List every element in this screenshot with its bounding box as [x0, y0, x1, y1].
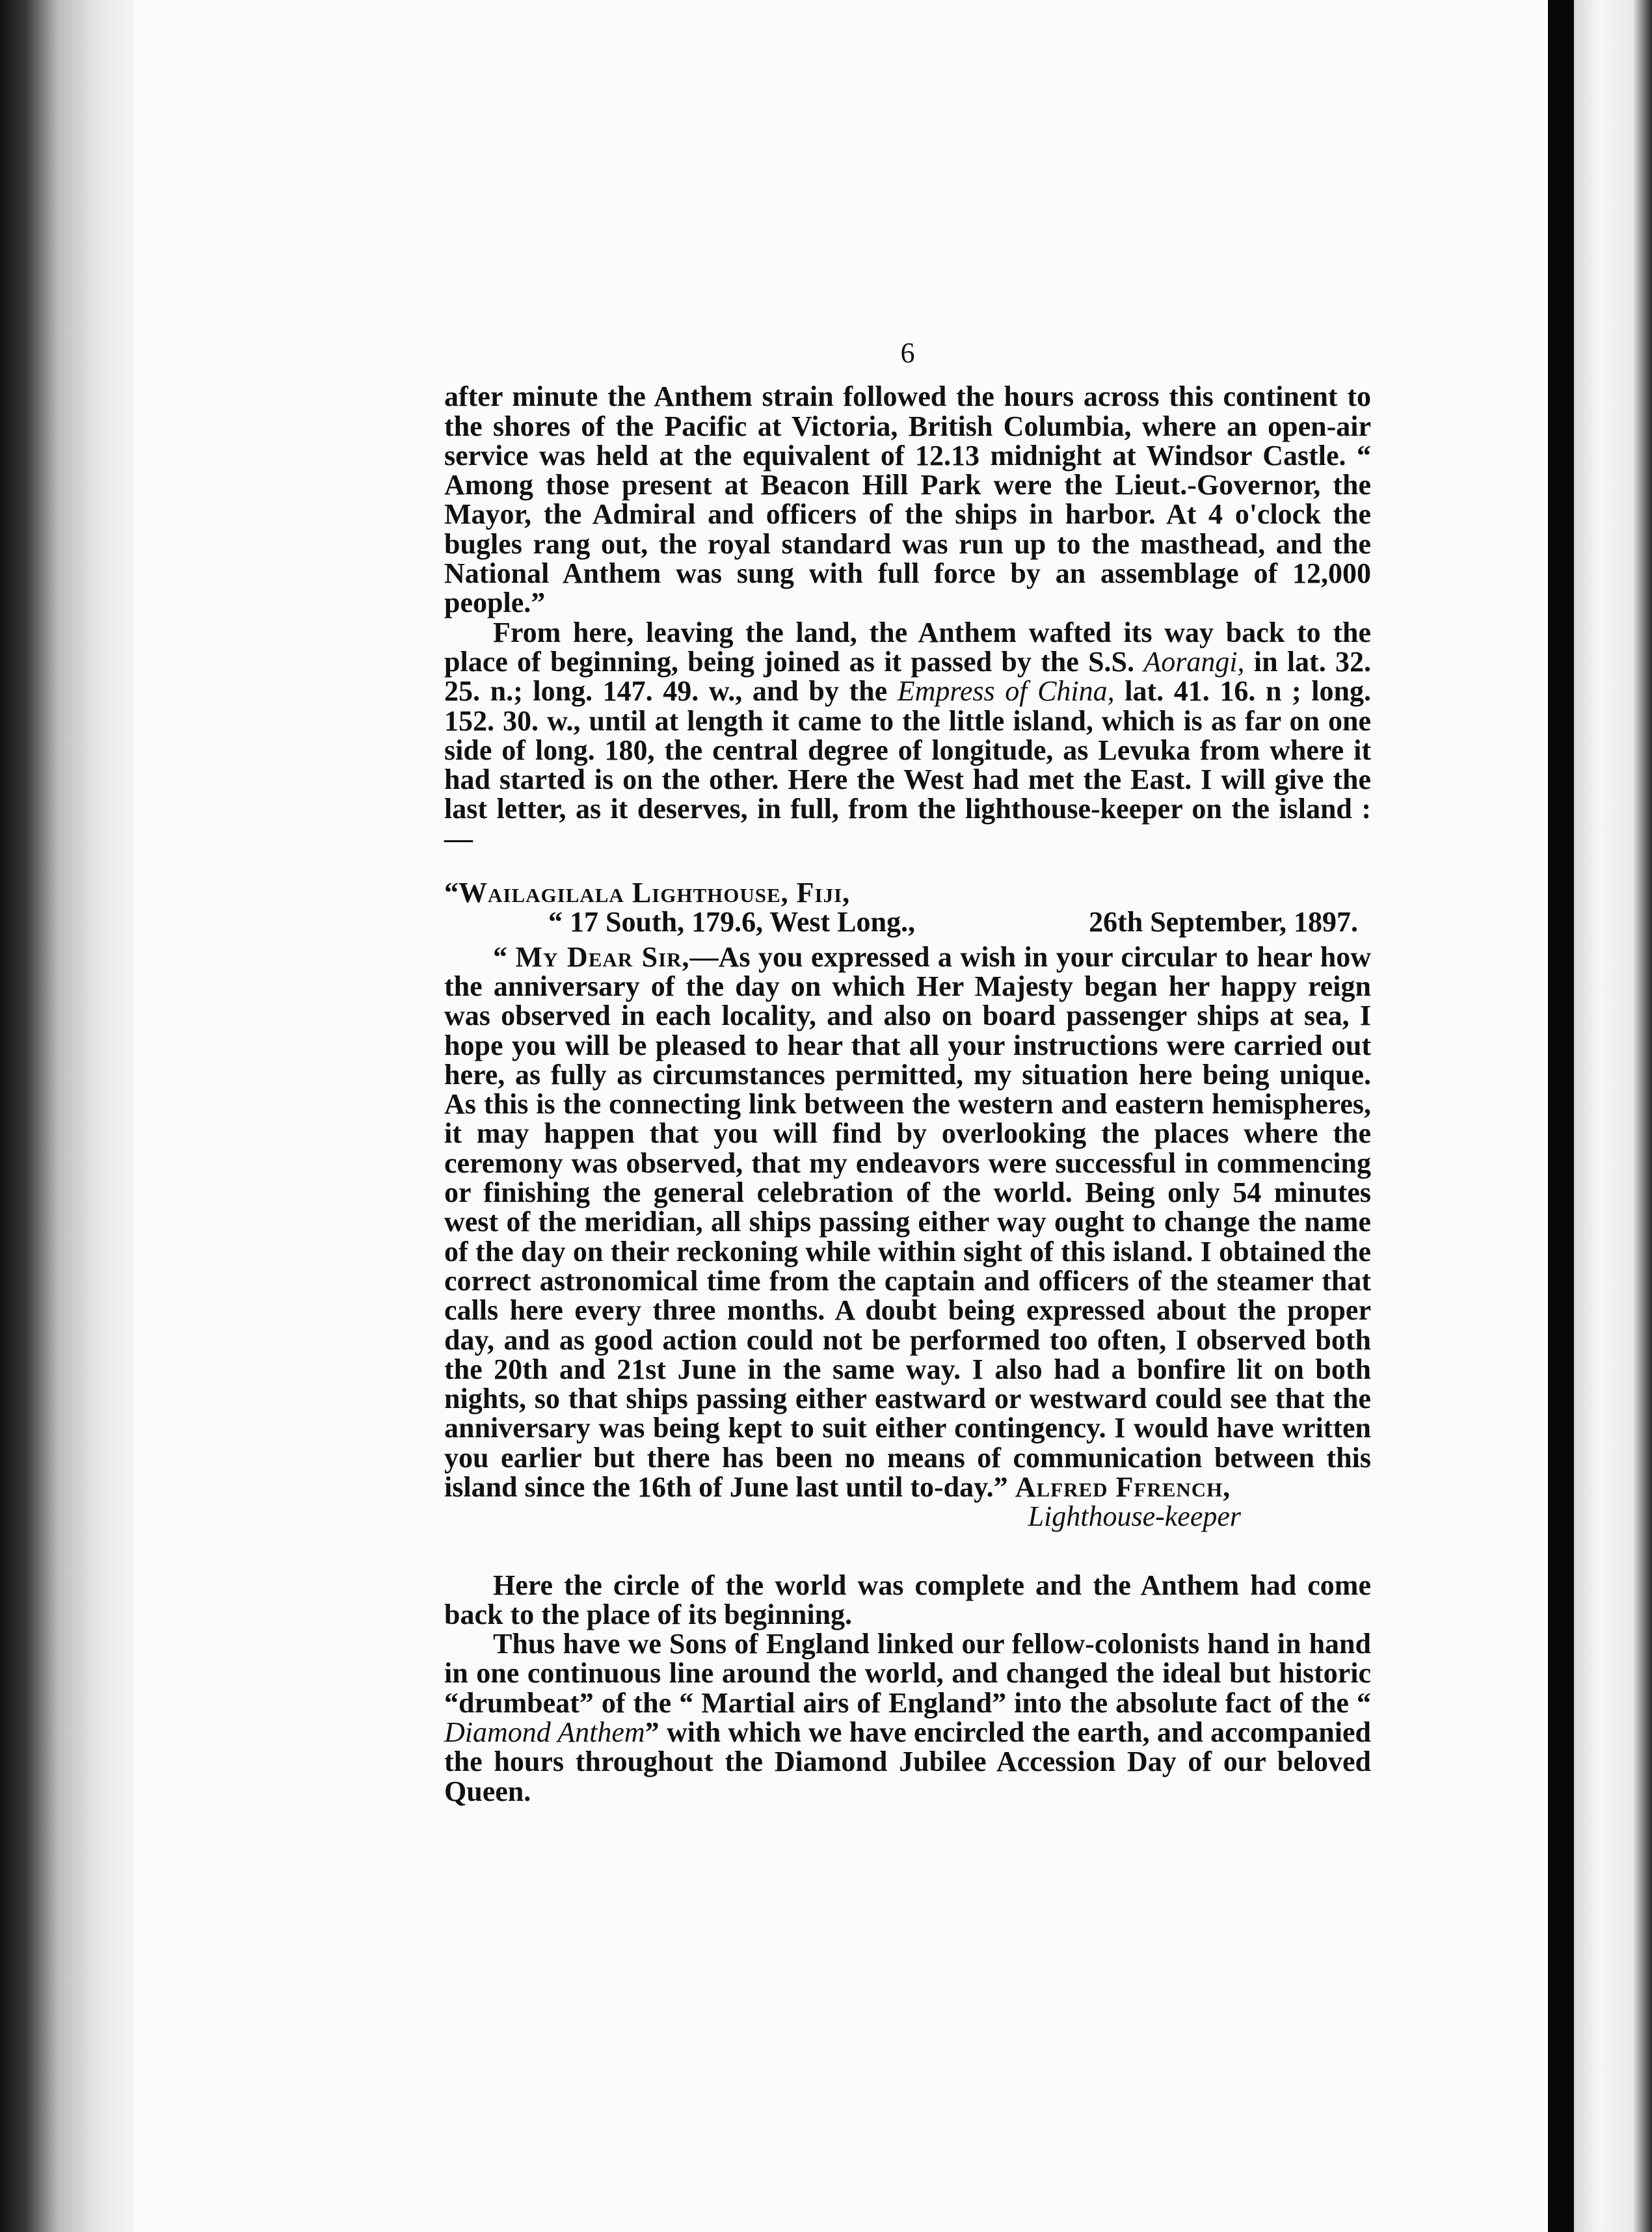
ship-name-aorangi: Aorangi, [1143, 645, 1245, 678]
paragraph-text: lat. 41. 16. n ; long. 152. 30. w., until at length it came to the little island, which is as far on one side of long. 180, the central degree of longitude, as Levuka from where it had started is on the other. Here the West had met the East. I will give the last letter, as it deserves, in full, from the lighthouse-keeper on the island : — [444, 675, 1372, 855]
paragraph-victoria: after minute the Anthem strain followed the hours across this continent to the shores of the Pacific at Victoria, British Columbia, where an open-air service was held at the equivalent of 12.13 midnight at Windsor Castle. “ Among those present at Beacon Hill Park were the Lieut.-Governor, the Mayor, the Admiral and officers of the ships in harbor. At 4 o'clock the bugles rang out, the royal standard was run up to the masthead, and the National Anthem was sung with full force by an assemblage of 12,000 people.” [444, 380, 1371, 619]
page-content [444, 338, 1371, 1806]
letter-body [444, 942, 1371, 1502]
page-number: 6 [900, 337, 915, 369]
scan-right-edge [1574, 0, 1652, 2232]
paragraph-text: Thus have we Sons of England linked our fellow-colonists hand in hand in one continuous line around the world, and changed the ideal but historic “drumbeat” of the “ Martial airs of England” into the absolute fact of the “ [444, 1628, 1371, 1719]
letter-heading [444, 878, 1371, 907]
letter-heading-text: Wailagilala Lighthouse, Fiji, [459, 877, 851, 909]
letter-location: “ 17 South, 179.6, West Long., [548, 906, 915, 938]
scan-left-edge [0, 0, 133, 2232]
quote-mark: “ [493, 940, 516, 973]
paragraph-text: From here, leaving the land, the Anthem wafted its way back to the place of beginning, being joined as it passed by the S.S. [444, 616, 1371, 678]
letter-dateline [444, 907, 1371, 937]
paragraph-sons-of-england [444, 1629, 1371, 1806]
paragraph-return-voyage [444, 618, 1371, 853]
letter-body-text: —As you expressed a wish in your circular to hear how the anniversary of the day on which Her Majesty began her happy reign was observed in each locality, and also on board passenger ships at sea, I hope you will be pleased to hear that all your instructions were carried out here, as fully as circumstances permitted, my situation here being unique. As this is the connecting link between the western and eastern hemispheres, it may happen that you will find by overlooking the places where the ceremony was observed, that my endeavors were successful in commencing or finishing the general celebration of the world. Being only 54 minutes west of the meridian, all ships passing either way ought to change the name of the day on their reckoning while within sight of this island. I obtained the correct astronomical time from the captain and officers of the steamer that calls here every three months. A doubt being expressed about the proper day, and as good action could not be performed too often, I observed both the 20th and 21st June in the same way. I also had a bonfire lit on both nights, so that ships passing either eastward or westward could see that the anniversary was being kept to suit either contingency. I would have written you earlier but there has been no means of communication between this island since the 16th of June last until to-day.” [444, 940, 1371, 1503]
scan-gutter [1548, 0, 1574, 2232]
ship-name-empress: Empress of China, [897, 675, 1115, 708]
diamond-anthem-title: Diamond Anthem [444, 1716, 645, 1749]
paragraph-text: in lat. 32. 25. n.; long. 147. 49. w., and by the [444, 645, 1371, 708]
letter-signature-name: Alfred Ffrench, [1015, 1470, 1231, 1503]
letter-signature-title: Lighthouse-keeper [1028, 1500, 1241, 1533]
quote-mark: “ [444, 877, 459, 909]
letter-date: 26th September, 1897. [1089, 906, 1358, 938]
paragraph-text: ” with which we have encircled the earth, and accompanied the hours throughout the Diamond Jubilee Accession Day of our beloved Queen. [444, 1716, 1371, 1807]
paragraph-circle-complete: Here the circle of the world was complete and the Anthem had come back to the place of its beginning. [444, 1569, 1371, 1630]
letter-salutation: My Dear Sir, [515, 940, 690, 973]
